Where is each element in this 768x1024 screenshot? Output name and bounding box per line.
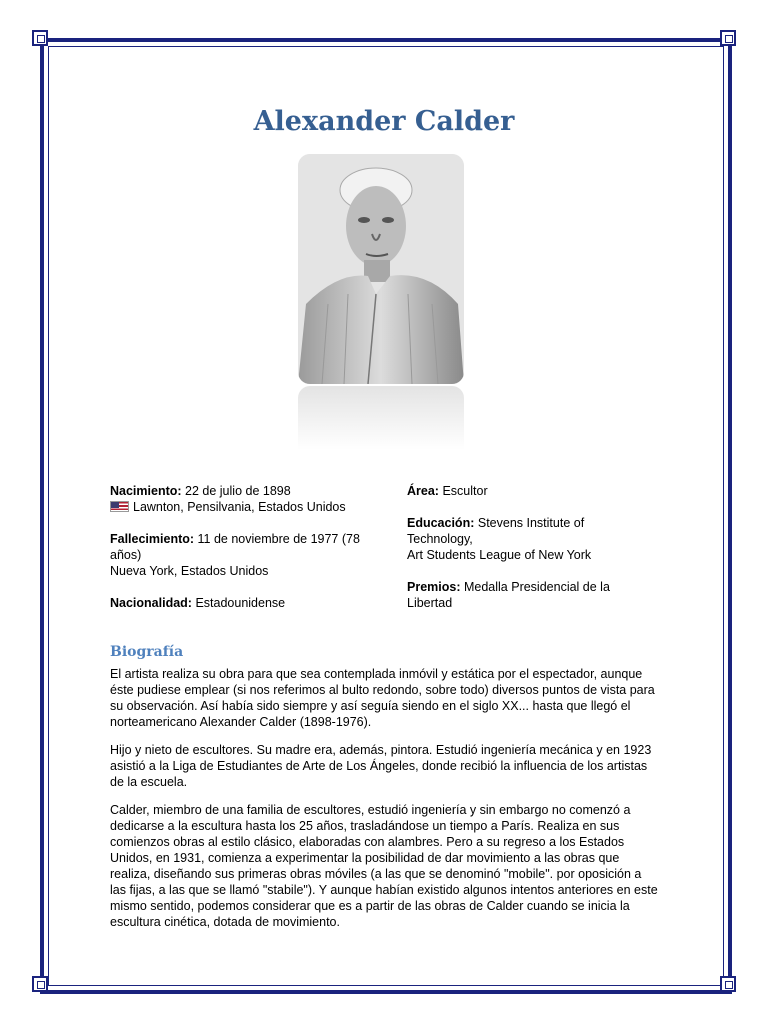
birth-label: Nacimiento:: [110, 484, 182, 498]
border-corner-ornament: [720, 976, 736, 992]
biography-heading: Biografía: [110, 644, 184, 660]
portrait-illustration: [298, 154, 464, 384]
info-column-right: [407, 483, 637, 627]
nationality-value: Estadounidense: [195, 596, 286, 610]
education-label: Educación:: [407, 516, 475, 530]
portrait-photo: [298, 154, 464, 450]
info-column-left: [110, 483, 370, 627]
biography-paragraph: Calder, miembro de una familia de escultores, estudió ingeniería y sin embargo no comenzó a dedicarse a la escultura hasta los 25 años, trasladándose un tiempo a París. Realiza en sus comienzos obras al estilo clásico, elaboradas con alambres. Pero a su regreso a los Estados Unidos, en 1931, comienza a experimentar la posibilidad de dar movimiento a las obras que realiza, diseñando sus primeras obras móviles (a las que se denominó "mobile". por oposición a las fijas, a las que se llamó "stabile"). Y aunque habían existido algunos intentos anteriores en este mismo sentido, podemos considerar que es a partir de las obras de Calder cuando se inicia la escultura cinética, dotada de movimiento.: [110, 803, 658, 929]
awards-value: Medalla Presidencial de la Libertad: [407, 580, 610, 610]
death-place: Nueva York, Estados Unidos: [110, 564, 269, 578]
portrait-image: [298, 154, 464, 384]
border-corner-ornament: [32, 976, 48, 992]
awards-info: [407, 579, 637, 611]
border-corner-ornament: [32, 30, 48, 46]
death-date: 11 de noviembre de 1977 (78 años): [110, 532, 360, 562]
biography-paragraph: Hijo y nieto de escultores. Su madre era, además, pintora. Estudió ingeniería mecánica y en 1923 asistió a la Liga de Estudiantes de Arte de Los Ángeles, donde recibió la influencia de los artistas de la escuela.: [110, 743, 652, 789]
education-value-2: Art Students League of New York: [407, 548, 592, 562]
nationality-label: Nacionalidad:: [110, 596, 192, 610]
education-value: Stevens Institute of Technology,: [407, 516, 585, 546]
area-info: [407, 483, 637, 499]
awards-label: Premios:: [407, 580, 461, 594]
birth-info: [110, 483, 370, 515]
portrait-reflection: [298, 386, 464, 450]
us-flag-icon: [110, 501, 129, 512]
biography-paragraph: El artista realiza su obra para que sea contemplada inmóvil y estática por el espectador, aunque éste pudiese emplear (si nos referimos al bulto redondo, sobre todo) diversos puntos de vista para su observación. Así había sido siempre y así seguía siendo en el siglo XX... hasta que llegó el norteamericano Alexander Calder (1898-1976).: [110, 667, 655, 729]
education-info: [407, 515, 637, 563]
death-label: Fallecimiento:: [110, 532, 195, 546]
biography-body: [110, 666, 660, 942]
birth-date: 22 de julio de 1898: [185, 484, 291, 498]
birth-place: Lawnton, Pensilvania, Estados Unidos: [133, 500, 346, 514]
nationality-info: [110, 595, 370, 611]
page-title: Alexander Calder: [253, 106, 515, 137]
death-info: [110, 531, 370, 579]
area-label: Área:: [407, 484, 439, 498]
border-corner-ornament: [720, 30, 736, 46]
area-value: Escultor: [442, 484, 488, 498]
